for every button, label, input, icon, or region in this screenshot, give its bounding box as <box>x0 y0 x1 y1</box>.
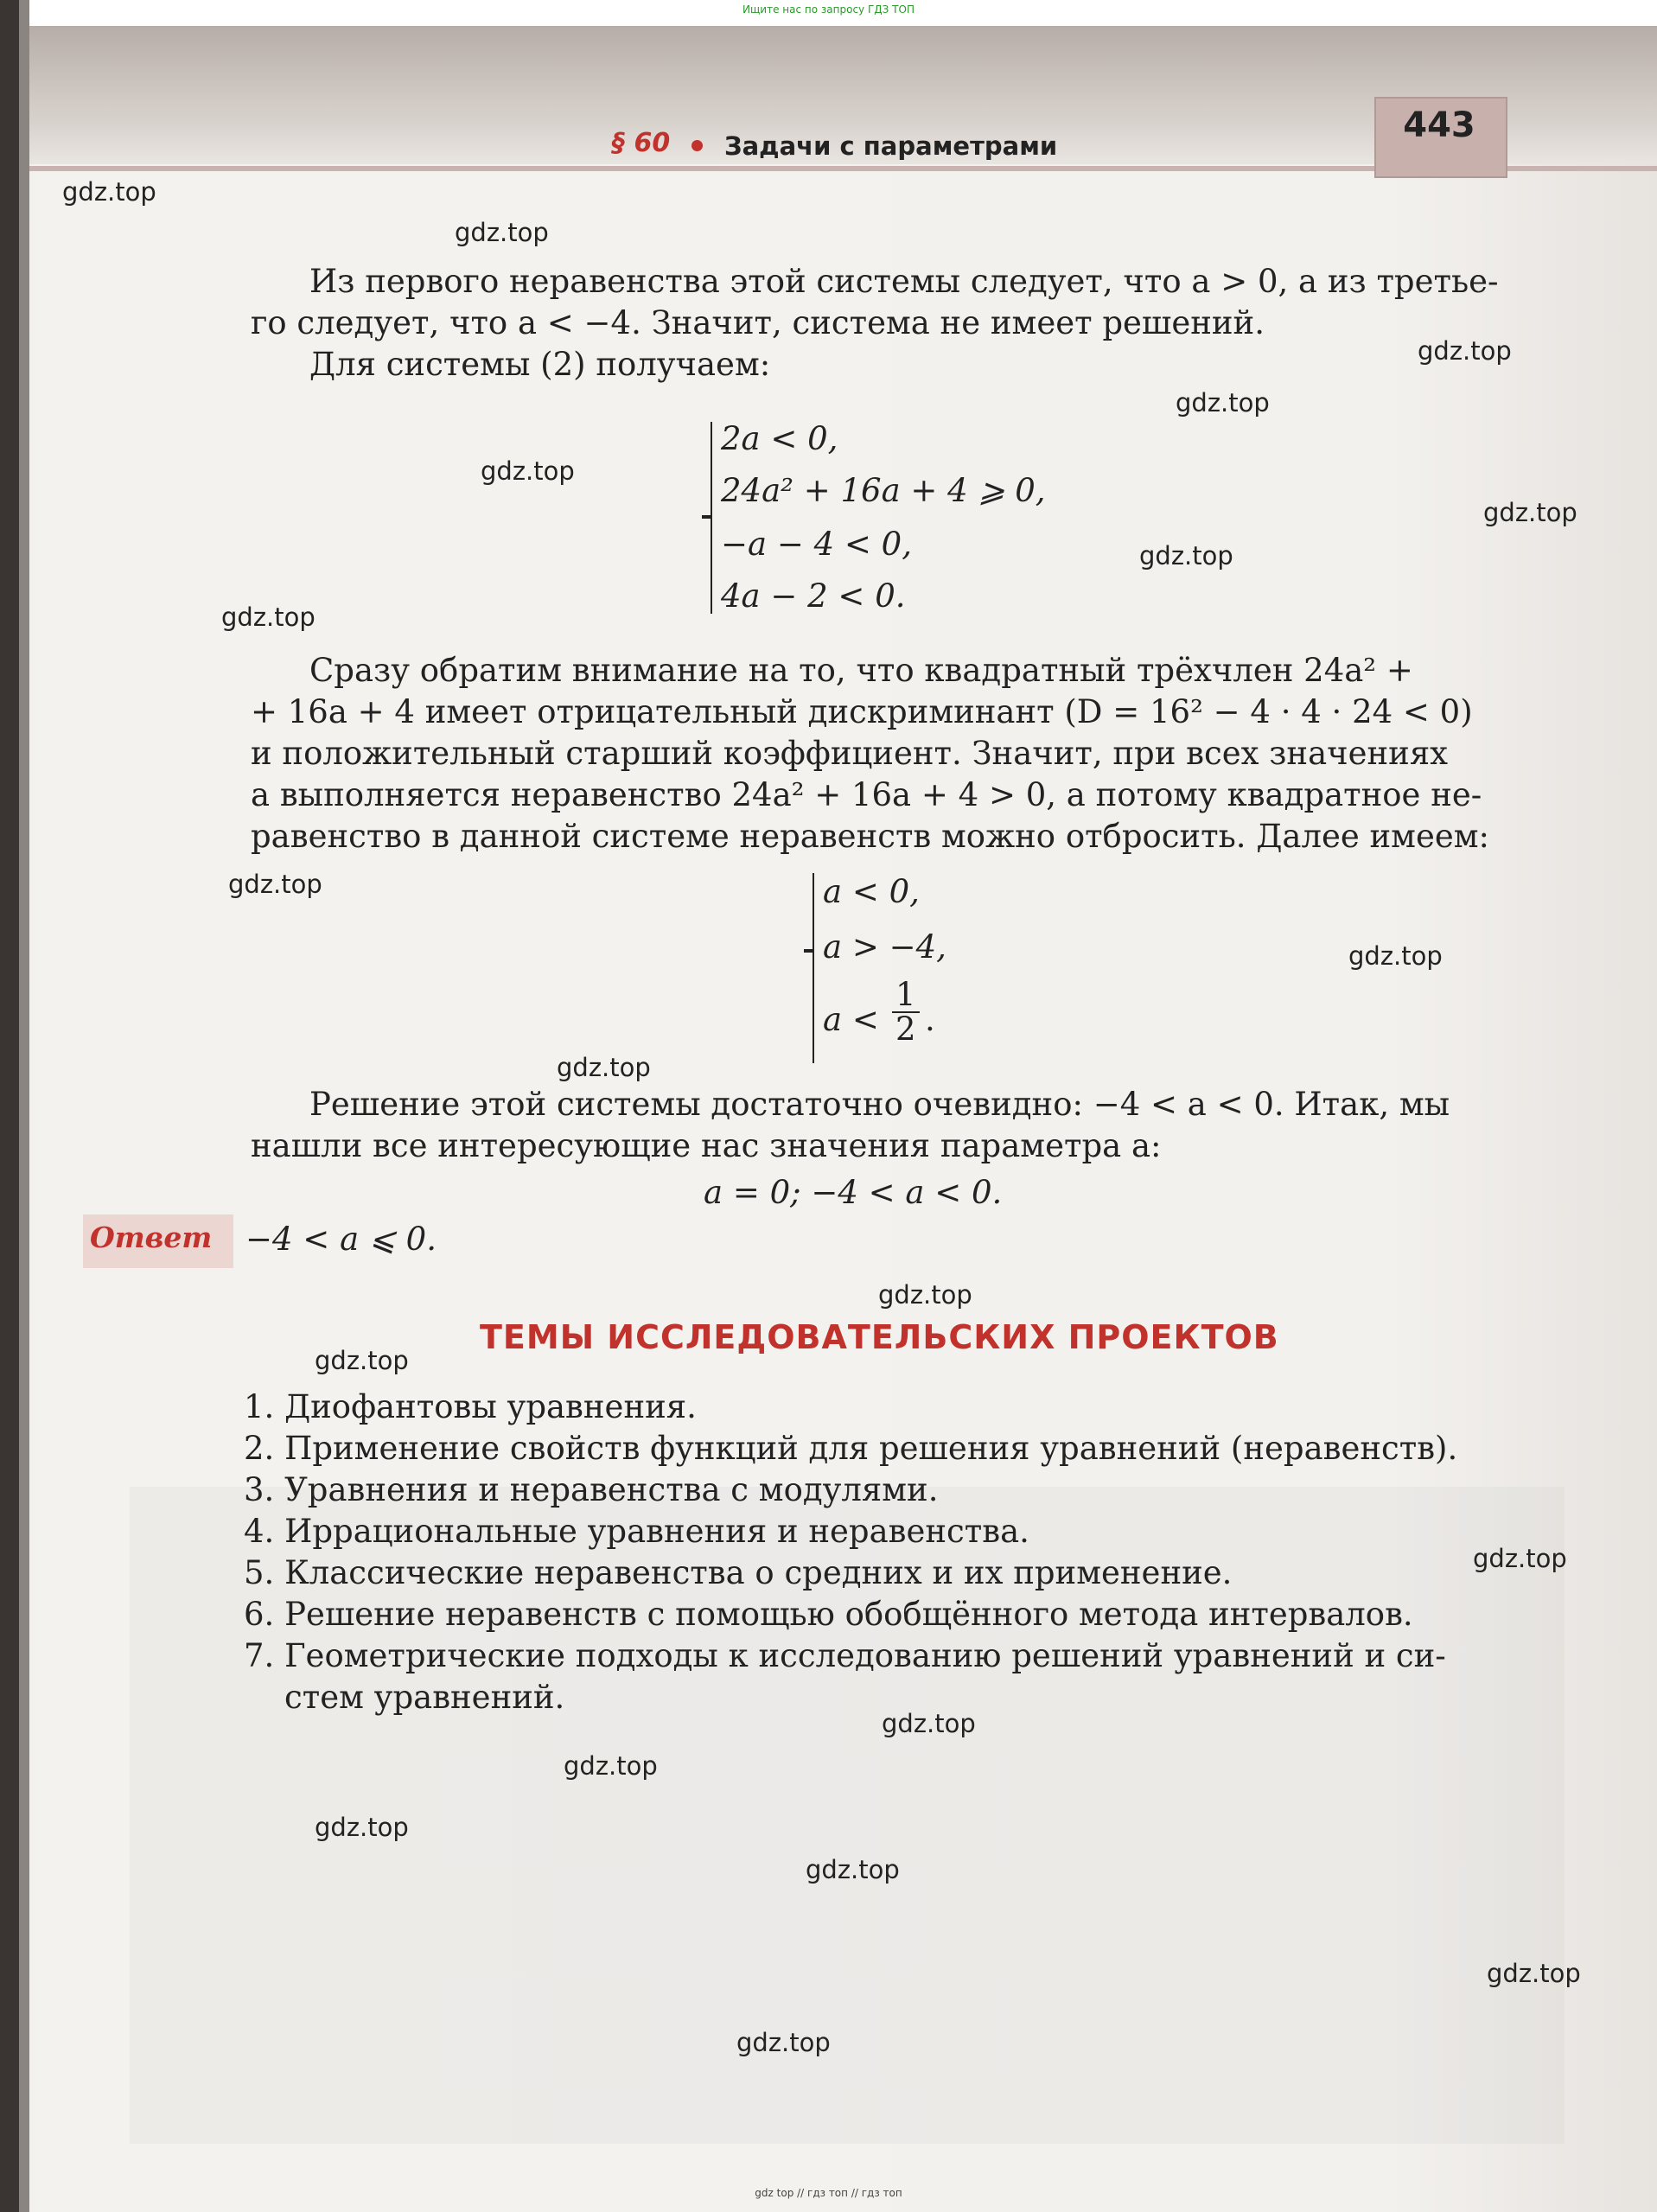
paragraph-4-line-2: нашли все интересующие нас значения параметра a: <box>251 1127 1162 1164</box>
fraction-denominator: 2 <box>895 1010 916 1048</box>
watermark: gdz.top <box>882 1709 976 1738</box>
watermark: gdz.top <box>221 602 315 632</box>
watermark: gdz.top <box>455 218 549 247</box>
system-2-row-3: a < <box>823 1001 879 1038</box>
section-number: § 60 <box>612 128 671 158</box>
watermark: gdz.top <box>315 1813 409 1842</box>
watermark: gdz.top <box>62 177 156 207</box>
watermark: gdz.top <box>1473 1544 1567 1573</box>
paragraph-3-line-3: и положительный старший коэффициент. Значит, при всех значениях <box>251 735 1449 772</box>
paragraph-4-line-1: Решение этой системы достаточно очевидно: −4 < a < 0. Итак, мы <box>309 1086 1450 1123</box>
system-1-row-4: 4a − 2 < 0. <box>721 577 906 615</box>
project-item-5: 5. Классические неравенства о средних и их применение. <box>244 1554 1233 1591</box>
watermark: gdz.top <box>736 2028 831 2057</box>
projects-title: ТЕМЫ ИССЛЕДОВАТЕЛЬСКИХ ПРОЕКТОВ <box>480 1318 1279 1356</box>
header-bullet <box>691 140 703 151</box>
project-item-7-continued: стем уравнений. <box>244 1679 565 1716</box>
watermark: gdz.top <box>228 870 322 899</box>
header-title: Задачи с параметрами <box>724 131 1058 161</box>
top-search-note: Ищите нас по запросу ГДЗ ТОП <box>742 3 915 16</box>
paragraph-3-line-5: равенство в данной системе неравенств можно отбросить. Далее имеем: <box>251 818 1489 855</box>
system-1-row-3: −a − 4 < 0, <box>721 526 912 563</box>
paragraph-1-line-2: го следует, что a < −4. Значит, система не имеет решений. <box>251 304 1265 341</box>
system-2-brace-tip <box>804 949 814 953</box>
paragraph-1-line-1: Из первого неравенства этой системы следует, что a > 0, а из третье- <box>309 263 1499 300</box>
watermark: gdz.top <box>1487 1959 1581 1988</box>
paragraph-2: Для системы (2) получаем: <box>309 346 771 383</box>
system-2-brace <box>813 873 814 1063</box>
watermark: gdz.top <box>878 1280 972 1310</box>
project-item-7: 7. Геометрические подходы к исследованию решений уравнений и си- <box>244 1637 1446 1674</box>
watermark: gdz.top <box>1176 388 1270 418</box>
paragraph-3-line-2: + 16a + 4 имеет отрицательный дискриминант (D = 16² − 4 · 4 · 24 < 0) <box>251 693 1473 730</box>
fraction-one-half <box>892 976 920 1048</box>
answer-label: Ответ <box>90 1221 213 1254</box>
system-1-row-1: 2a < 0, <box>721 420 838 457</box>
project-item-1: 1. Диофантовы уравнения. <box>244 1388 697 1425</box>
watermark: gdz.top <box>1418 336 1512 366</box>
watermark: gdz.top <box>1483 498 1577 527</box>
book-spine <box>0 0 19 2212</box>
project-item-4: 4. Иррациональные уравнения и неравенства. <box>244 1513 1029 1550</box>
fraction-numerator: 1 <box>892 979 920 1013</box>
bottom-note: gdz top // гдз топ // гдз топ <box>755 2187 902 2199</box>
paragraph-3-line-4: a выполняется неравенство 24a² + 16a + 4 > 0, а потому квадратное не- <box>251 776 1482 813</box>
answer-value: −4 < a ⩽ 0. <box>245 1221 437 1258</box>
paragraph-3-line-1: Сразу обратим внимание на то, что квадратный трёхчлен 24a² + <box>309 652 1413 689</box>
page-number: 443 <box>1403 105 1475 145</box>
system-2-row-2: a > −4, <box>823 928 946 966</box>
project-item-6: 6. Решение неравенств с помощью обобщённого метода интервалов. <box>244 1596 1413 1633</box>
system-2-period: . <box>925 1001 935 1038</box>
result-values: a = 0; −4 < a < 0. <box>704 1174 1003 1211</box>
project-item-2: 2. Применение свойств функций для решения уравнений (неравенств). <box>244 1430 1458 1467</box>
watermark: gdz.top <box>481 456 575 486</box>
system-2-row-1: a < 0, <box>823 873 920 910</box>
watermark: gdz.top <box>557 1053 651 1082</box>
watermark: gdz.top <box>315 1346 409 1375</box>
project-item-3: 3. Уравнения и неравенства с модулями. <box>244 1471 939 1508</box>
system-1-brace-tip <box>702 515 712 519</box>
watermark: gdz.top <box>806 1855 900 1884</box>
watermark: gdz.top <box>1348 941 1443 971</box>
book-spine-edge <box>19 0 29 2212</box>
watermark: gdz.top <box>564 1751 658 1781</box>
system-1-row-2: 24a² + 16a + 4 ⩾ 0, <box>721 472 1046 509</box>
watermark: gdz.top <box>1139 541 1233 571</box>
